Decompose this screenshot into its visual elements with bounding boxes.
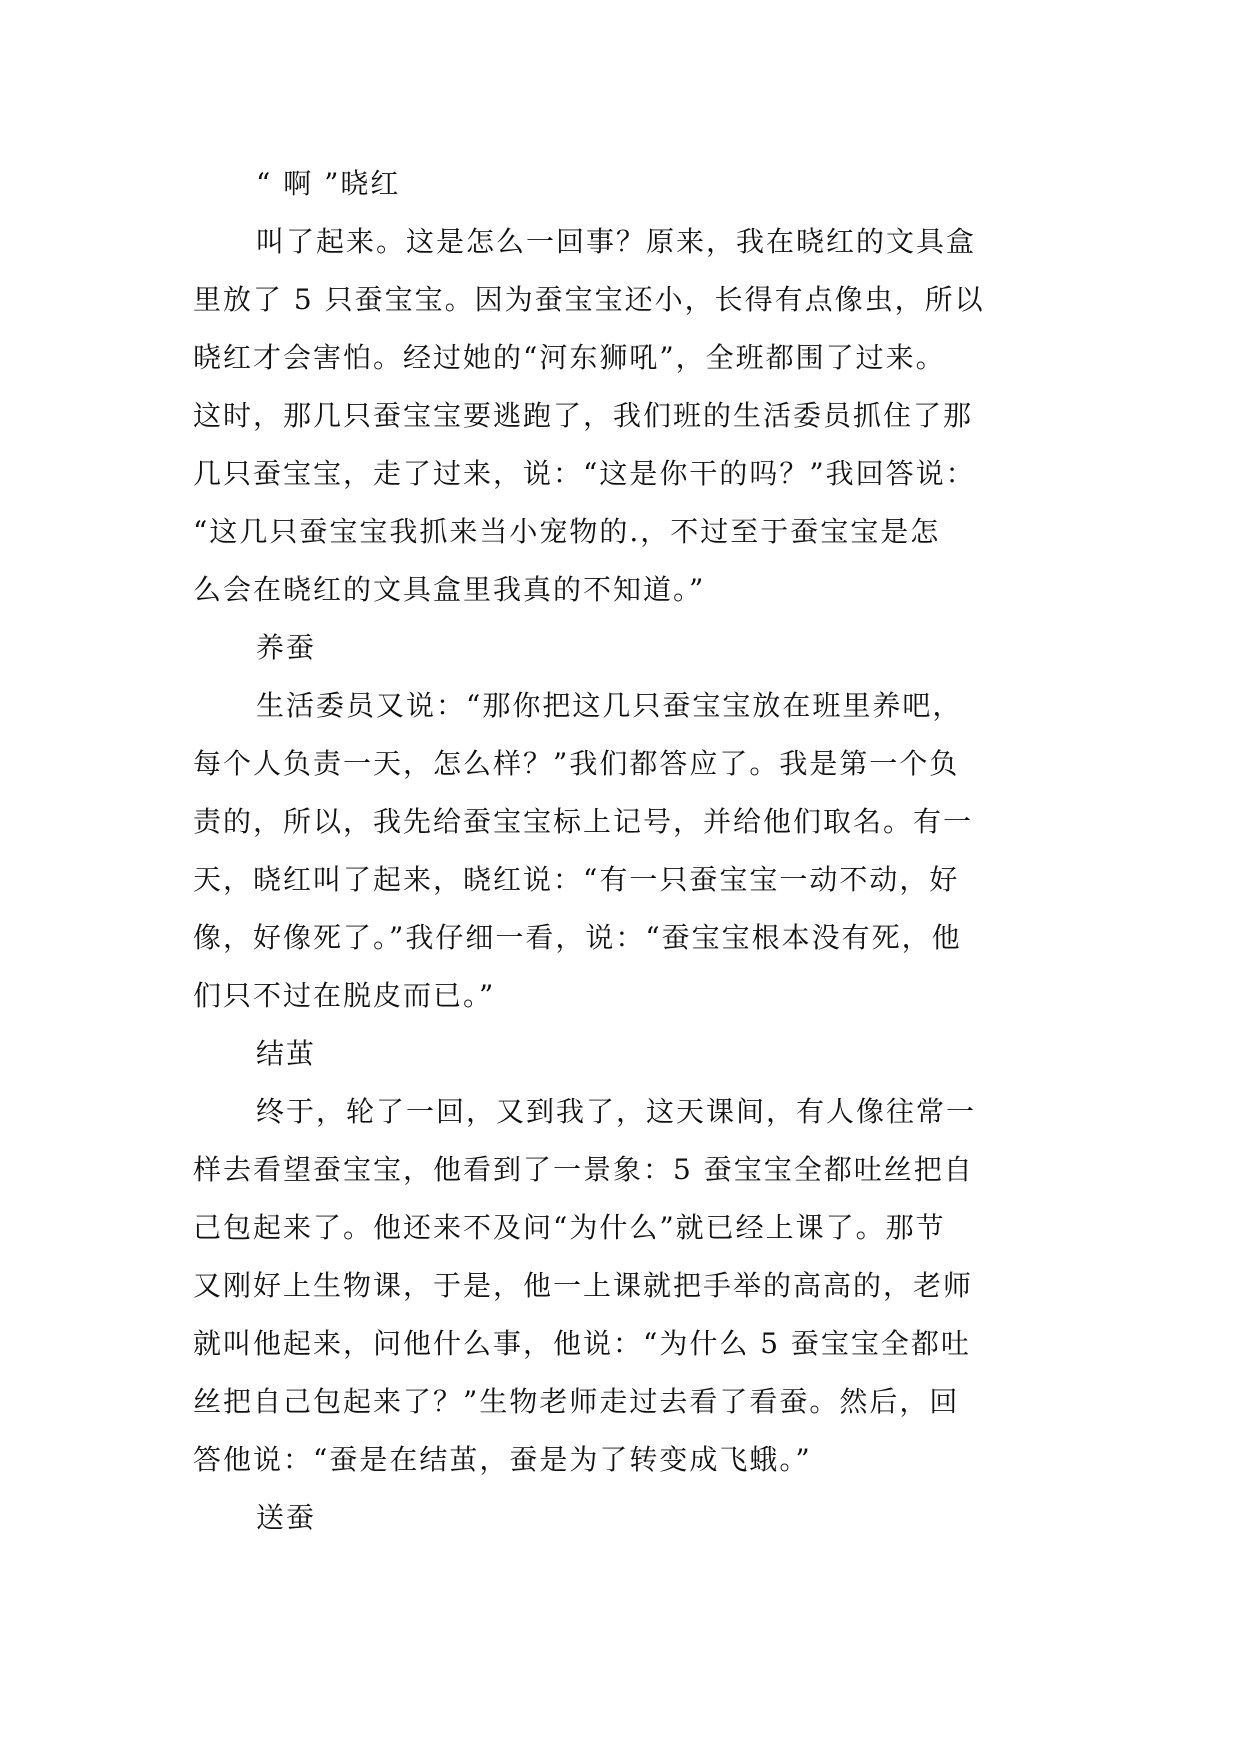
paragraph-line: 就叫他起来，问他什么事，他说：“为什么 5 蚕宝宝全都吐 <box>193 1327 971 1360</box>
paragraph-line: 几只蚕宝宝，走了过来，说：“这是你干的吗？”我回答说： <box>193 457 976 490</box>
section-heading-cocoon: 结茧 <box>256 1037 317 1070</box>
paragraph-line: 晓红才会害怕。经过她的“河东狮吼”，全班都围了过来。 <box>193 341 946 374</box>
paragraph-line: 答他说：“蚕是在结茧，蚕是为了转变成飞蛾。” <box>193 1443 812 1476</box>
paragraph-line: 天，晓红叫了起来，晓红说：“有一只蚕宝宝一动不动，好 <box>193 863 960 896</box>
paragraph-line: 像，好像死了。”我仔细一看，说：“蚕宝宝根本没有死，他 <box>193 921 962 954</box>
paragraph-line: 样去看望蚕宝宝，他看到了一景象：5 蚕宝宝全都吐丝把自 <box>193 1153 974 1186</box>
section-heading-raising: 养蚕 <box>256 631 317 664</box>
paragraph-line: 么会在晓红的文具盒里我真的不知道。” <box>193 573 706 606</box>
paragraph-line: 里放了 5 只蚕宝宝。因为蚕宝宝还小，长得有点像虫，所以 <box>193 283 985 316</box>
paragraph-line: 终于，轮了一回，又到我了，这天课间，有人像往常一 <box>256 1095 977 1128</box>
paragraph-line: 己包起来了。他还来不及问“为什么”就已经上课了。那节 <box>193 1211 946 1244</box>
paragraph-line: 又刚好上生物课，于是，他一上课就把手举的高高的，老师 <box>193 1269 974 1302</box>
section-heading-xiaohong: “ 啊 ”晓红 <box>256 167 401 200</box>
paragraph-line: “这几只蚕宝宝我抓来当小宠物的.，不过至于蚕宝宝是怎 <box>193 515 941 548</box>
paragraph-line: 每个人负责一天，怎么样？”我们都答应了。我是第一个负 <box>193 747 960 780</box>
paragraph-line: 责的，所以，我先给蚕宝宝标上记号，并给他们取名。有一 <box>193 805 974 838</box>
paragraph-line: 们只不过在脱皮而已。” <box>193 979 496 1012</box>
section-heading-sending: 送蚕 <box>256 1501 317 1534</box>
paragraph-line: 生活委员又说：“那你把这几只蚕宝宝放在班里养吧， <box>256 689 963 722</box>
paragraph-line: 这时，那几只蚕宝宝要逃跑了，我们班的生活委员抓住了那 <box>193 399 974 432</box>
paragraph-line: 叫了起来。这是怎么一回事？原来，我在晓红的文具盒 <box>256 225 977 258</box>
paragraph-line: 丝把自己包起来了？”生物老师走过去看了看蚕。然后，回 <box>193 1385 960 1418</box>
document-body <box>193 155 1093 1547</box>
